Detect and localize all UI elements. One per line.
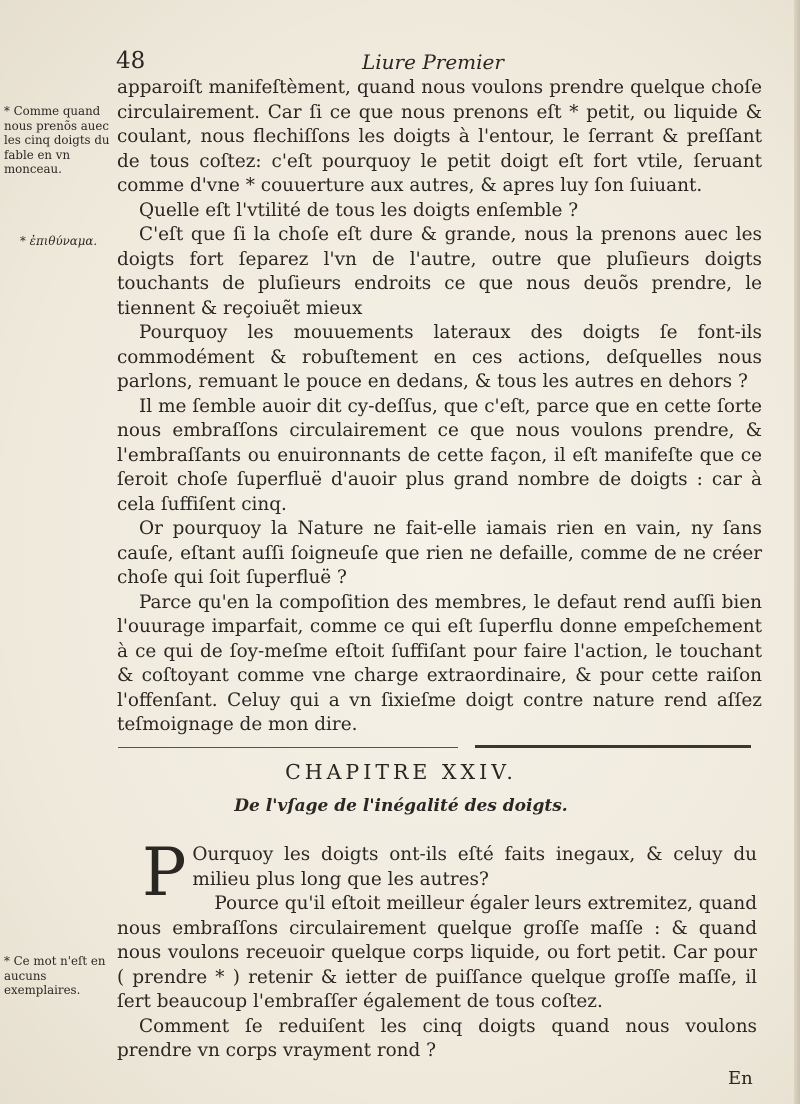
body-text [117,76,762,738]
paragraph: Quelle eſt l'vtilité de tous les doigts enſemble ? [139,199,579,221]
divider-rule [118,747,458,749]
paragraph: Il me ſemble auoir dit cy-deſſus, que c'eſt, parce que en cette ſorte nous embraſſons circulairement ce que nous voulons prendre, & l'embraſſants ou enuironnants de cette façon, il eſt manifeſte que ce ſeroit choſe ſuperfluë d'auoir plus grand nombre de doigts : car à cela ſuffiſent cinq. [117,395,762,515]
chapter-body [117,834,757,1064]
paragraph: Parce qu'en la compoſition des membres, le defaut rend auſſi bien l'ouurage imparfait, comme ce qui eſt ſuperflu donne empeſchement à ce qui de ſoy-meſme eſtoit ſuffiſant pour faire l'action, le touchant & coſtoyant comme vne charge extraordinaire, & pour cette raiſon l'offenſant. Celuy qui a vn ſixieſme doigt contre nature rend aſſez teſmoignage de mon dire. [117,591,762,735]
paragraph: apparoiſt manifeſtèment, quand nous voulons prendre quelque choſe circulairement. Car ſi ce que nous prenons eſt * petit, ou liquide & coulant, nous flechiſſons les doigts à l'entour, le ſerrant & preſſant de tous coſtez: c'eſt pourquoy le petit doigt eſt fort vtile, ſeruant comme d'vne * couuerture aux autres, & apres luy ſon ſuiuant. [117,77,762,196]
margin-note-text: * ἐπιθύναμα. [20,234,98,248]
margin-note [4,954,110,1000]
margin-note-text: * Ce mot n'eſt en aucuns exemplaires. [4,954,106,997]
paragraph: Pource qu'il eſtoit meilleur égaler leurs extremitez, quand nous embraſſons circulairement quelque groſſe maſſe : & quand nous voulons receuoir quelque corps liquide, ou fort petit. Car pour ( prendre * ) retenir & ietter de puiſſance quelque groſſe maſſe, il ſert beaucoup l'embraſſer également de tous coſtez. [117,893,757,1012]
catchword: En [728,1068,753,1089]
running-title: Liure Premier [362,50,504,74]
paragraph: Comment ſe reduiſent les cinq doigts quand nous voulons prendre vn corps vrayment rond ? [117,1015,757,1061]
page-number: 48 [116,48,146,74]
divider-rule [475,745,751,748]
paragraph [117,834,757,911]
margin-note [4,104,110,179]
chapter-subtitle: De l'vſage de l'inégalité des doigts. [234,796,568,816]
page-header [112,48,762,78]
margin-note [20,234,126,251]
paragraph: Or pourquoy la Nature ne fait-elle iamais rien en vain, ny ſans cauſe, eſtant auſſi ſoigneuſe que rien ne defaille, comme de ne créer choſe qui ſoit ſuperfluë ? [117,518,762,588]
paragraph: C'eſt que ſi la choſe eſt dure & grande, nous la prenons auec les doigts fort ſeparez l'vn de l'autre, outre que pluſieurs doigts touchants de pluſieurs endroits ce que nous deuõs prendre, le tiennent & reçoiuẽt mieux [117,224,762,319]
drop-cap: P [142,834,187,911]
paragraph: Pourquoy les mouuements lateraux des doigts ſe font-ils commodément & robuſtement en ces actions, deſquelles nous parlons, remuant le pouce en dedans, & tous les autres en dehors ? [117,322,762,392]
chapter-title: CHAPITRE XXIV. [285,760,517,784]
paragraph-text: Ourquoy les doigts ont-ils eſté faits inegaux, & celuy du milieu plus long que les autres? [192,844,757,890]
margin-note-text: * Comme quand nous prenõs auec les cinq doigts du fable en vn monceau. [4,104,110,176]
page-edge [794,0,800,1104]
